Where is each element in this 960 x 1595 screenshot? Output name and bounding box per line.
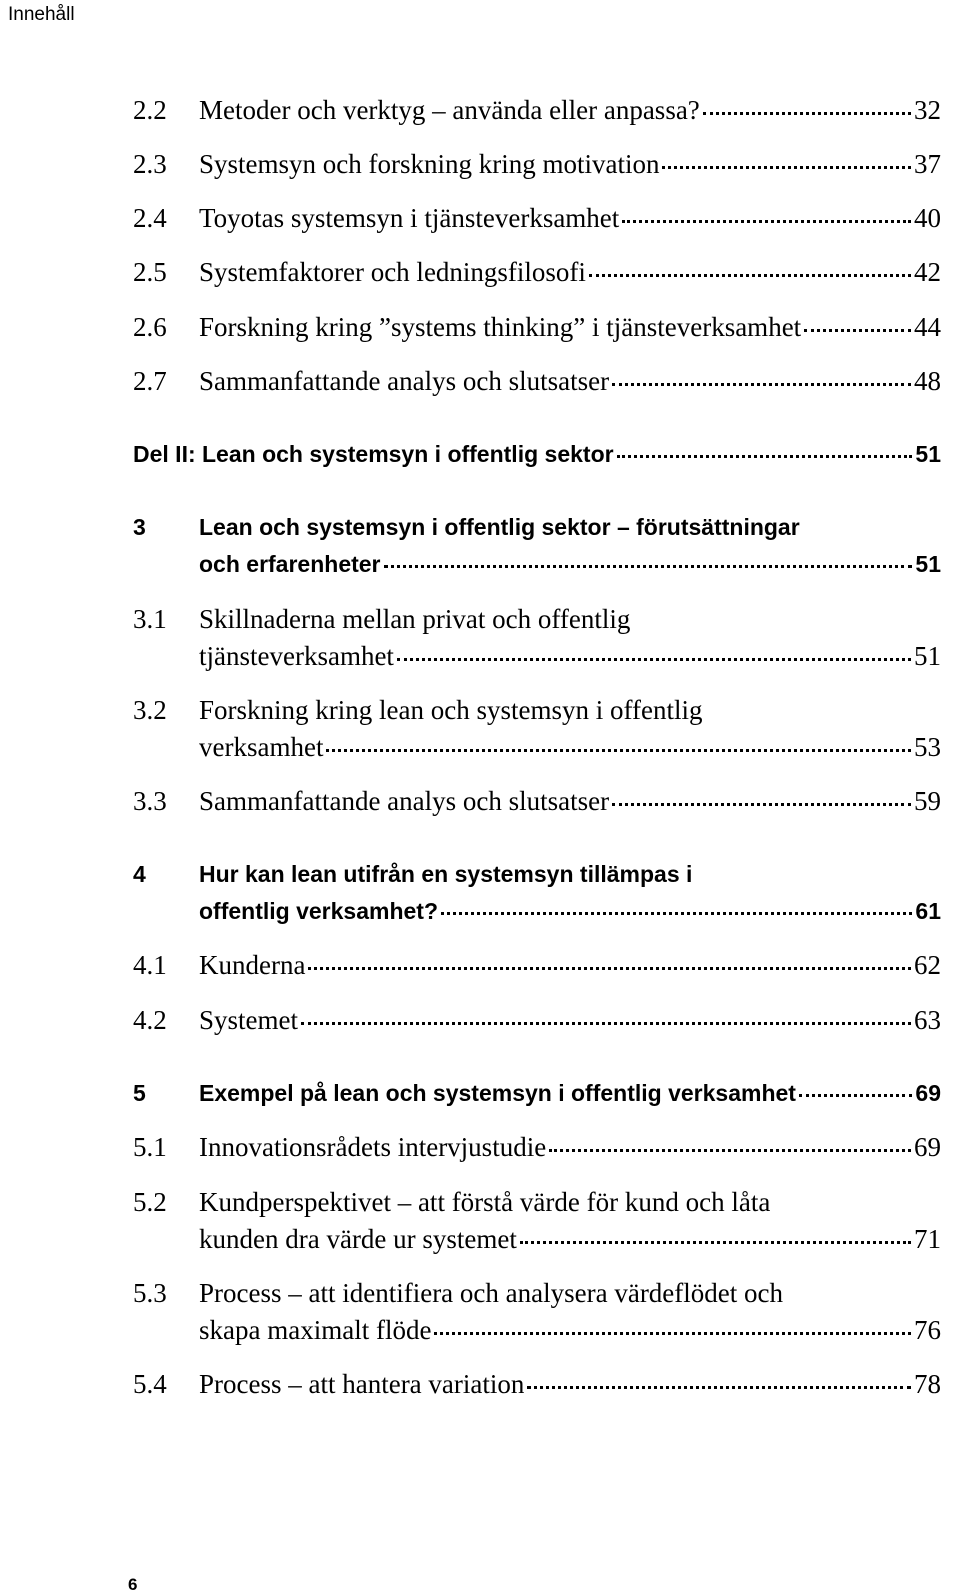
dot-leader	[549, 1149, 911, 1152]
dot-leader	[301, 1022, 911, 1025]
toc-entry-title: offentlig verksamhet?	[199, 898, 438, 924]
toc-entry-page: 40	[914, 203, 941, 233]
toc-entry-title: Systemfaktorer och ledningsfilosofi	[199, 257, 586, 287]
toc-entry-title: skapa maximalt flöde	[199, 1315, 432, 1345]
toc-entry-title: Toyotas systemsyn i tjänsteverksamhet	[199, 203, 620, 233]
toc-entry-page: 71	[914, 1224, 941, 1254]
toc-entry-number: 2.2	[133, 95, 167, 125]
toc-entry-page: 69	[915, 1080, 941, 1106]
toc-entry-title: Systemet	[199, 1005, 298, 1035]
dot-leader	[441, 912, 912, 915]
toc-entry-page: 32	[914, 95, 941, 125]
page-header-title: Innehåll	[8, 4, 75, 25]
dot-leader	[527, 1386, 911, 1389]
dot-leader	[662, 166, 911, 169]
toc-entry-number: 2.3	[133, 149, 167, 179]
toc-entry-page: 51	[915, 441, 941, 467]
toc-entry-title: tjänsteverksamhet	[199, 641, 394, 671]
toc-entry-title: Metoder och verktyg – använda eller anpassa?	[199, 95, 700, 125]
toc-entry-page: 53	[914, 732, 941, 762]
dot-leader	[326, 749, 911, 752]
toc-entry-page: 42	[914, 257, 941, 287]
dot-leader	[703, 112, 911, 115]
toc-entry-page: 62	[914, 950, 941, 980]
toc-entry-number: 2.6	[133, 312, 167, 342]
toc-entry-number: 4.2	[133, 1005, 167, 1035]
toc-entry-title: Process – att hantera variation	[199, 1369, 525, 1399]
toc-entry-number: 2.7	[133, 366, 167, 396]
toc-entry-title: verksamhet	[199, 732, 324, 762]
toc-entry-number: 3.2	[133, 695, 167, 725]
toc-entry-title-line1: Process – att identifiera och analysera värdeflödet och	[199, 1278, 784, 1308]
dot-leader	[434, 1332, 911, 1335]
dot-leader	[397, 658, 911, 661]
toc-entry-number: 4.1	[133, 950, 167, 980]
toc-entry-title: Del II: Lean och systemsyn i offentlig sektor	[133, 441, 614, 467]
toc-entry-page: 59	[914, 786, 941, 816]
toc-entry-title: Systemsyn och forskning kring motivation	[199, 149, 660, 179]
toc-entry-page: 63	[914, 1005, 941, 1035]
toc-entry-title: Kunderna	[199, 950, 306, 980]
dot-leader	[612, 383, 911, 386]
dot-leader	[384, 565, 913, 568]
toc-part-heading[interactable]	[133, 436, 941, 473]
dot-leader	[589, 274, 911, 277]
toc-entry-page: 61	[915, 898, 941, 924]
toc-entry-page: 37	[914, 149, 941, 179]
dot-leader	[612, 803, 911, 806]
dot-leader	[520, 1241, 911, 1244]
dot-leader	[308, 967, 911, 970]
toc-entry-title-line1: Lean och systemsyn i offentlig sektor – förutsättningar	[199, 514, 800, 540]
toc-entry-number: 5	[133, 1080, 146, 1106]
dot-leader	[804, 329, 911, 332]
toc-entry-title: Sammanfattande analys och slutsatser	[199, 366, 610, 396]
dot-leader	[622, 220, 911, 223]
toc-entry-number: 4	[133, 861, 146, 887]
toc-entry-title: Innovationsrådets intervjustudie	[199, 1132, 547, 1162]
toc-entry-title-line1: Forskning kring lean och systemsyn i offentlig	[199, 695, 703, 725]
toc-entry-number: 2.4	[133, 203, 167, 233]
toc-entry-page: 51	[915, 551, 941, 577]
toc-entry-title-line1: Hur kan lean utifrån en systemsyn tillämpas i	[199, 861, 693, 887]
toc-entry-title: och erfarenheter	[199, 551, 381, 577]
toc-entry-title-line1: Kundperspektivet – att förstå värde för kund och låta	[199, 1187, 771, 1217]
toc-entry-number: 2.5	[133, 257, 167, 287]
toc-entry-page: 51	[914, 641, 941, 671]
dot-leader	[799, 1094, 912, 1097]
dot-leader	[617, 455, 913, 458]
toc-entry-page: 44	[914, 312, 941, 342]
page-number: 6	[128, 1575, 138, 1594]
toc-entry-number: 3.1	[133, 604, 167, 634]
toc-entry-number: 5.4	[133, 1369, 167, 1399]
toc-entry-number: 5.3	[133, 1278, 167, 1308]
toc-entry-page: 69	[914, 1132, 941, 1162]
toc-entry-number: 3.3	[133, 786, 167, 816]
toc-entry-page: 76	[914, 1315, 941, 1345]
toc-entry-number: 3	[133, 514, 146, 540]
toc-entry-page: 48	[914, 366, 941, 396]
toc-entry-title-line1: Skillnaderna mellan privat och offentlig	[199, 604, 631, 634]
toc-entry-title: Sammanfattande analys och slutsatser	[199, 786, 610, 816]
toc-entry-number: 5.1	[133, 1132, 167, 1162]
toc-entry-title: Exempel på lean och systemsyn i offentlig verksamhet	[199, 1080, 796, 1106]
toc-entry-title: Forskning kring ”systems thinking” i tjänsteverksamhet	[199, 312, 802, 342]
toc-entry-number: 5.2	[133, 1187, 167, 1217]
toc-entry-title: kunden dra värde ur systemet	[199, 1224, 517, 1254]
toc-entry-page: 78	[914, 1369, 941, 1399]
